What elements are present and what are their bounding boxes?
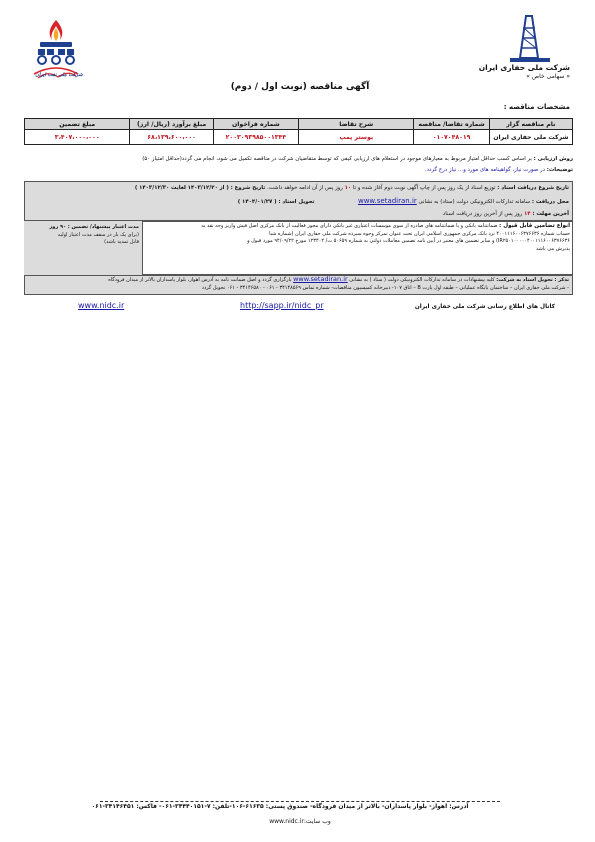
note-block <box>28 276 569 292</box>
footer-website: وب سایت:www.nidc.ir <box>269 818 331 825</box>
note-text-2: بارگزاری گردد و اصل ضمانت نامه به آدرس اهواز، بلوار پاسداران بالاتر از میدان فرودگاه <box>108 277 292 283</box>
evaluation-label: روش ارزیابی : <box>533 156 573 162</box>
spec-section-label: مشخصات مناقصه : <box>503 103 570 111</box>
page-title: آگهی مناقصه (نوبت اول / دوم) <box>230 82 370 92</box>
header-cell: شماره فراخوان <box>213 119 298 130</box>
header-cell: شرح تقاضا <box>299 119 414 130</box>
place-row <box>28 197 569 206</box>
table-header-row <box>25 119 573 130</box>
note-text-3: - شرکت ملی حفاری ایران – ساختمان بابگاه عملیاتی – طبقه اول پارت B – اتاق ۱۰۷- دبیرخانه کمیسیون مناقصات- شماره تماس ۳۴۱۴۸۵۶۹ - ۰۶۱ - ۳۴۱۴۶۵۸۰ - ۰۶۱ تحویل گردد <box>201 284 569 291</box>
place-text: سامانه تدارکات الکترونیکی دولت (ستاد) به نشانی <box>418 199 531 205</box>
to-date: ۱۴۰۳/۱۲/۳۰ <box>139 185 170 191</box>
nidc-website-link[interactable]: www.nidc.ir <box>78 301 125 310</box>
place-label: محل دریافت : <box>531 199 569 205</box>
close-paren: ) <box>134 185 138 191</box>
guarantee-amount: ۳،۴۰۷،۰۰۰،۰۰۰ <box>25 130 130 145</box>
guarantee-label: انواع تضامین قابل قبول : <box>499 223 570 229</box>
tender-spec-table <box>24 118 573 145</box>
setadiran-link[interactable]: www.setadiran.ir <box>357 197 417 205</box>
deliver-label: تحویل اسناد : <box>278 199 315 205</box>
from-date: ۱۴۰۳/۱۲/۲۰ <box>187 185 218 191</box>
note-setadiran-link[interactable]: www.setadiran.ir <box>293 275 348 283</box>
evaluation-row <box>24 155 573 163</box>
guarantee-text-2: حساب شماره ۴۰۰۱۱۱۶۰۰۶۳۷۶۶۳۶ نزد بانک مرکزی جمهوری اسلامی ایران تحت عنوان تمرکز وجوه سپرده شرکت ملی حفاری ایران (شماره شبا <box>269 230 570 237</box>
deadline-text: روز پس از آخرین روز دریافت اسناد <box>442 211 523 217</box>
deadline-label: آخرین مهلت : <box>532 211 569 217</box>
start-label: تاریخ شروع دریافت اسناد : <box>497 185 569 191</box>
term-note-2: قابل تمدید باشد) <box>104 239 139 245</box>
guarantee-term-box <box>24 221 143 275</box>
start-row <box>28 184 569 192</box>
start-text-b: روز پس از آن ادامه خواهد داشت. <box>266 185 343 191</box>
header-cell: مبلغ تضمین <box>25 119 130 130</box>
request-number: ۰۱۰۷۰۴۸۰۱۹ <box>414 130 489 145</box>
footer-divider <box>100 801 500 802</box>
sapp-link[interactable]: http://sapp.ir/nidc_pr <box>240 301 324 310</box>
to-label: لغایت <box>171 185 186 191</box>
drilling-rig-logo-icon <box>486 14 570 64</box>
notes-label: توضیحات: <box>546 167 573 173</box>
deadline-days: ۱۴ <box>524 211 531 217</box>
guarantee-text-4: پذیرش می باشد <box>535 245 570 252</box>
company-name: شرکت ملی حفاری ایران <box>478 63 570 72</box>
call-number: ۲۰۰۳۰۹۳۹۸۵۰۰۱۳۴۴ <box>213 130 298 145</box>
from-label: ( از <box>219 185 229 191</box>
term-days: ۹۰ روز <box>49 224 67 230</box>
table-row <box>25 130 573 145</box>
tenderer-name: شرکت ملی حفاری ایران <box>489 130 572 145</box>
header-cell: شماره تقاضا/ مناقصه <box>414 119 489 130</box>
term-note-1: (برای یک بار در سقف مدت اعتبار اولیه <box>57 231 139 238</box>
notes-row <box>24 166 573 174</box>
guarantee-text-block <box>146 223 570 253</box>
request-description: بوستر پمپ <box>299 130 414 145</box>
channels-label: کانال های اطلاع رسانی شرکت ملی حفاری ایران <box>414 304 555 310</box>
deadline-row <box>28 210 569 218</box>
start-text-a: توزیع اسناد از یک روز پس از چاپ آگهی نوبت دوم آغاز شده و تا <box>352 185 496 191</box>
header-cell: نام مناقصه گزار <box>489 119 572 130</box>
header-cell: مبلغ برآورد (ریال/ ارز) <box>130 119 213 130</box>
term-label: مدت اعتبار پیشنهاد/ تضمین : <box>67 224 139 230</box>
note-text-1: کلیه پیشنهادات در سامانه تدارکات الکترونیکی دولت ( ستاد ) به نشانی <box>349 277 495 283</box>
notes-text: در صورت نیاز، گواهینامه های مورد و... نیاز درج گردد. <box>425 167 545 173</box>
company-subtitle: « سهامی خاص » <box>526 73 570 80</box>
estimate-amount: ۶۸،۱۳۹،۶۰۰،۰۰۰ <box>130 130 213 145</box>
guarantee-text-3: IR۲۵۰۱۰۰۰۰۰۴۰۰۱۱۱۶۰۰۶۳۷۶۶۳۶) و سایر تضمین های معتبر در آیین نامه تضمین معاملات دولتی به شماره ۵۰۶۵۹ ت/ ۱۲۳۴۰۲ مورخ ۹۴/۰۹/۲۲ مورد قبول و <box>247 238 570 244</box>
note-label: تذکر : تحویل اسناد به شرکت: <box>496 277 569 283</box>
start-date-label: تاریخ شروع : <box>230 185 266 191</box>
start-days: ۱۰ <box>344 185 352 191</box>
deliver-value: ( ۱۴۰۴/۰۱/۲۷ ) <box>237 199 277 205</box>
guarantee-text-1: ضمانتنامه بانکی و یا ضمانتنامه های صادره از سوی موسسات اعتباری غیر بانکی دارای مجوز فعالیت از بانک مرکزی اصل فیش واریز وجه نقد به <box>201 223 498 229</box>
nioc-logo-caption: شرکت ملی نفت ایران <box>35 72 83 78</box>
evaluation-text: بر اساس کسب حداقل امتیاز مربوط به معیارهای موجود در استعلام های ارزیابی کیفی که توسط متقاضیان شرکت در مناقصه تکمیل می شود، انجام می گردد(حداقل امتیاز ۵۰) <box>142 156 532 162</box>
footer-address: آدرس: اهواز- بلوار پاسداران- بالاتر از میدان فرودگاه- صندوق پستی: ۶۱۶۳۵-۱۰۶-تلفن: ۷-۳۴۴۴۰۱۵۱-۰۶۱- فاکس: ۳۴۱۴۶۴۵۱-۰۶۱ <box>91 803 469 810</box>
